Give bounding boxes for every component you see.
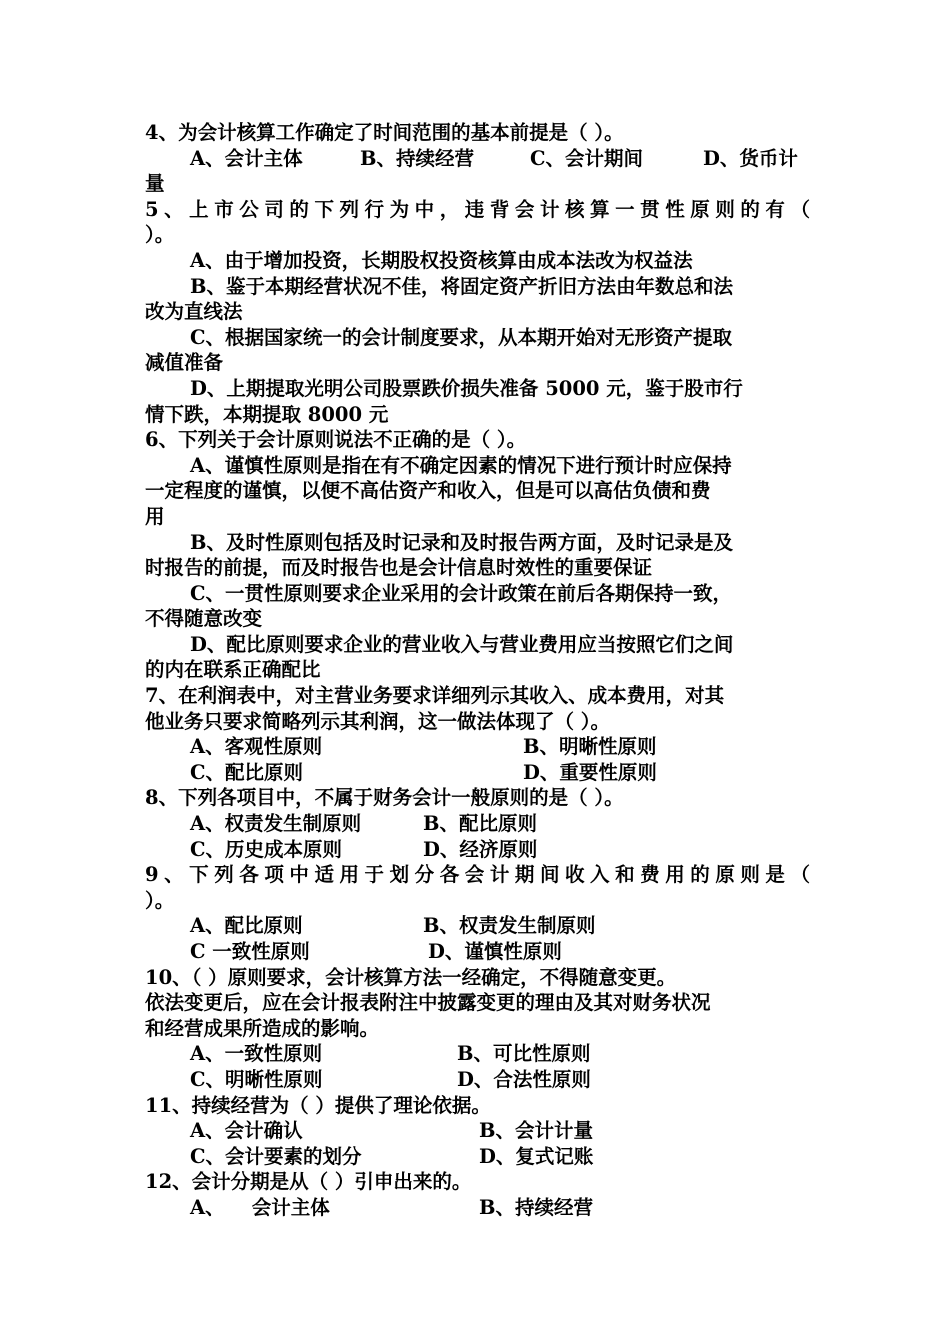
q9-option-d: D、谨慎性原则 — [428, 940, 562, 963]
q6-option-a-cont: 一定程度的谨慎，以便不高估资产和收入，但是可以高估负债和费 — [145, 479, 711, 503]
q4-option-d: D、货币计 — [703, 146, 798, 170]
q5-option-b: B、鉴于本期经营状况不佳，将固定资产折旧方法由年数总和法 — [190, 274, 733, 298]
q5-option-d-cont: 情下跌，本期提取 8000 元 — [145, 402, 389, 426]
q10-options-row2 — [145, 1067, 810, 1093]
q5-option-c-cont: 减值准备 — [145, 351, 224, 375]
q10-option-c: C、明晰性原则 — [190, 1067, 323, 1091]
q6-option-c-cont: 不得随意改变 — [145, 607, 263, 631]
question-11-stem: 11、持续经营为（ ）提供了理论依据。 — [145, 1093, 491, 1117]
q11-options-row1 — [145, 1118, 810, 1144]
q9-options-row1 — [145, 913, 810, 939]
q6-option-b-cont: 时报告的前提，而及时报告也是会计信息时效性的重要保证 — [145, 556, 653, 580]
q12-option-a: A、 会计主体 — [190, 1195, 330, 1219]
q11-options-row2 — [145, 1144, 810, 1170]
q11-option-a: A、会计确认 — [190, 1119, 303, 1143]
q11-option-d: D、复式记账 — [479, 1144, 594, 1168]
q12-options-row1 — [145, 1195, 810, 1221]
document-page — [145, 120, 810, 1221]
question-10-stem-cont2: 和经营成果所造成的影响。 — [145, 1016, 380, 1040]
q11-option-c: C、会计要素的划分 — [190, 1144, 362, 1168]
q9-option-c: C 一致性原则 — [190, 940, 310, 963]
q5-option-d: D、上期提取光明公司股票跌价损失准备 5000 元，鉴于股市行 — [190, 376, 743, 400]
question-9-stem-cont: ）。 — [145, 888, 175, 912]
q5-option-a: A、由于增加投资，长期股权投资核算由成本法改为权益法 — [190, 248, 693, 272]
q11-option-b: B、会计计量 — [479, 1119, 593, 1143]
q4-option-c: C、会计期间 — [530, 146, 644, 170]
question-12-stem: 12、会计分期是从（ ）引申出来的。 — [145, 1170, 472, 1194]
q9-options-row2 — [145, 939, 810, 965]
question-8-stem: 8、下列各项目中，不属于财务会计一般原则的是（ ）。 — [145, 786, 624, 810]
q6-option-c: C、一贯性原则要求企业采用的会计政策在前后各期保持一致， — [190, 581, 733, 605]
q8-options-row1 — [145, 811, 810, 837]
q10-option-b: B、可比性原则 — [457, 1042, 591, 1066]
q4-option-b: B、持续经营 — [360, 146, 474, 170]
question-5-stem-cont: ）。 — [145, 223, 175, 247]
q4-option-a: A、会计主体 — [190, 146, 303, 170]
question-10-stem: 10、（ ）原则要求，会计核算方法一经确定，不得随意变更。 — [145, 965, 677, 989]
q9-option-a: A、配比原则 — [190, 914, 303, 938]
question-9-stem: 9、下列各项中适用于划分各会计期间收入和费用的原则是（ — [145, 863, 810, 887]
q7-option-a: A、客观性原则 — [190, 735, 323, 759]
q6-option-d-cont: 的内在联系正确配比 — [145, 658, 321, 682]
q8-option-b: B、配比原则 — [423, 812, 537, 836]
q6-option-a: A、谨慎性原则是指在有不确定因素的情况下进行预计时应保持 — [190, 453, 732, 477]
q5-option-c: C、根据国家统一的会计制度要求，从本期开始对无形资产提取 — [190, 325, 733, 349]
question-4-stem: 4、为会计核算工作确定了时间范围的基本前提是（ ）。 — [145, 121, 624, 144]
q7-option-c: C、配比原则 — [190, 760, 304, 784]
q7-option-b: B、明晰性原则 — [523, 735, 657, 759]
question-5-stem: 5、上市公司的下列行为中，违背会计核算一贯性原则的有（ — [145, 197, 810, 221]
question-10-stem-cont: 依法变更后，应在会计报表附注中披露变更的理由及其对财务状况 — [145, 991, 711, 1015]
question-7-stem-cont: 他业务只要求简略列示其利润，这一做法体现了（ ）。 — [145, 709, 611, 733]
q5-option-b-cont: 改为直线法 — [145, 300, 243, 324]
q8-option-d: D、经济原则 — [423, 837, 538, 861]
question-4-options — [145, 146, 810, 172]
q7-options-row2 — [145, 760, 810, 786]
q8-option-c: C、历史成本原则 — [190, 837, 343, 861]
q10-option-d: D、合法性原则 — [457, 1067, 591, 1091]
q7-option-d: D、重要性原则 — [523, 760, 657, 784]
q6-option-a-cont2: 用 — [145, 504, 165, 528]
q10-options-row1 — [145, 1041, 810, 1067]
q9-option-b: B、权责发生制原则 — [423, 914, 596, 938]
q12-option-b: B、持续经营 — [479, 1195, 593, 1219]
q8-option-a: A、权责发生制原则 — [190, 812, 362, 836]
q4-option-d-cont: 量 — [145, 172, 165, 196]
question-6-stem: 6、下列关于会计原则说法不正确的是（ ）。 — [145, 428, 527, 452]
question-7-stem: 7、在利润表中，对主营业务要求详细列示其收入、成本费用，对其 — [145, 684, 725, 708]
q8-options-row2 — [145, 837, 810, 863]
q6-option-d: D、配比原则要求企业的营业收入与营业费用应当按照它们之间 — [190, 632, 734, 656]
q10-option-a: A、一致性原则 — [190, 1042, 323, 1066]
q7-options-row1 — [145, 734, 810, 760]
q6-option-b: B、及时性原则包括及时记录和及时报告两方面，及时记录是及 — [190, 530, 733, 554]
